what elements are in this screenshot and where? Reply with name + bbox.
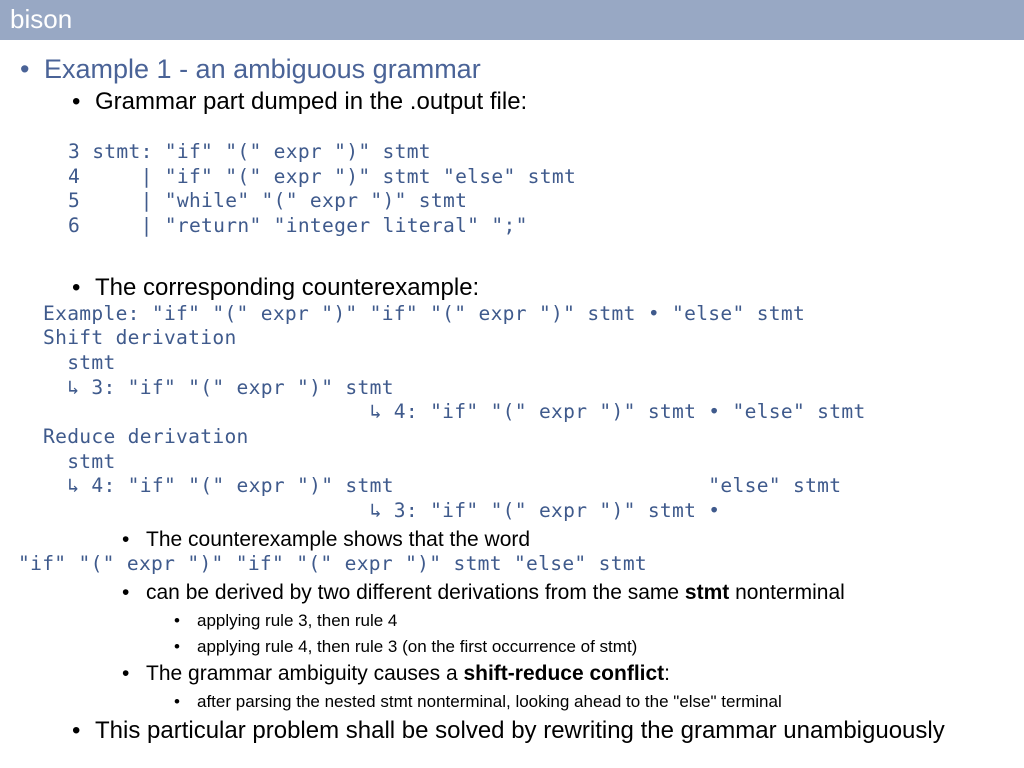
counterexample-line: ↳ 4: "if" "(" expr ")" stmt • "else" stmt	[43, 400, 866, 423]
bullet: •	[72, 274, 81, 301]
derived-bold: stmt	[684, 581, 730, 604]
title-bar	[0, 0, 1024, 40]
slide-title: bison	[10, 4, 73, 34]
conflict-statement	[146, 662, 670, 686]
grammar-line: 3 stmt: "if" "(" expr ")" stmt	[68, 140, 431, 163]
counterexample-line: ↳ 3: "if" "(" expr ")" stmt •	[43, 499, 721, 522]
rule-order-a: applying rule 3, then rule 4	[197, 611, 398, 630]
grammar-line: 5 | "while" "(" expr ")" stmt	[68, 189, 468, 212]
conflict-text: :	[664, 662, 671, 685]
lookahead-note: after parsing the nested stmt nonterminal, looking ahead to the "else" terminal	[197, 692, 782, 711]
rule-order-b: applying rule 4, then rule 3 (on the first occurrence of stmt)	[197, 637, 638, 656]
grammar-line: 4 | "if" "(" expr ")" stmt "else" stmt	[68, 165, 577, 188]
bullet: •	[72, 88, 81, 115]
counterexample-line: ↳ 4: "if" "(" expr ")" stmt "else" stmt	[43, 474, 842, 497]
bullet: •	[20, 54, 30, 84]
bullet: •	[174, 637, 180, 656]
solution-statement: This particular problem shall be solved by rewriting the grammar unambiguously	[95, 717, 945, 744]
derived-text: can be derived by two different derivations from the same	[146, 581, 685, 604]
counterexample-line: Reduce derivation	[43, 425, 249, 448]
grammar-intro: Grammar part dumped in the .output file:	[95, 88, 528, 115]
bullet: •	[72, 717, 81, 744]
counterexample-line: Example: "if" "(" expr ")" "if" "(" expr ")" stmt • "else" stmt	[43, 302, 806, 325]
counterexample-line: stmt	[43, 351, 116, 374]
derived-text: nonterminal	[729, 581, 845, 604]
bullet: •	[174, 611, 180, 630]
derivations-statement	[146, 581, 845, 605]
grammar-line: 6 | "return" "integer literal" ";"	[68, 214, 528, 237]
conflict-bold: shift-reduce conflict	[463, 662, 665, 685]
counterexample-line: stmt	[43, 450, 116, 473]
counterexample-line: ↳ 3: "if" "(" expr ")" stmt	[43, 376, 394, 399]
counterexample-intro: The corresponding counterexample:	[95, 274, 480, 301]
bullet: •	[122, 662, 130, 685]
conflict-text: The grammar ambiguity causes a	[146, 662, 464, 685]
explanation-shows: The counterexample shows that the word	[146, 528, 531, 551]
bullet: •	[122, 528, 130, 551]
counterexample-line: Shift derivation	[43, 326, 237, 349]
bullet: •	[174, 692, 180, 711]
bullet: •	[122, 581, 130, 604]
section-heading: Example 1 - an ambiguous grammar	[44, 54, 481, 84]
ambiguous-word: "if" "(" expr ")" "if" "(" expr ")" stmt "else" stmt	[18, 552, 648, 575]
